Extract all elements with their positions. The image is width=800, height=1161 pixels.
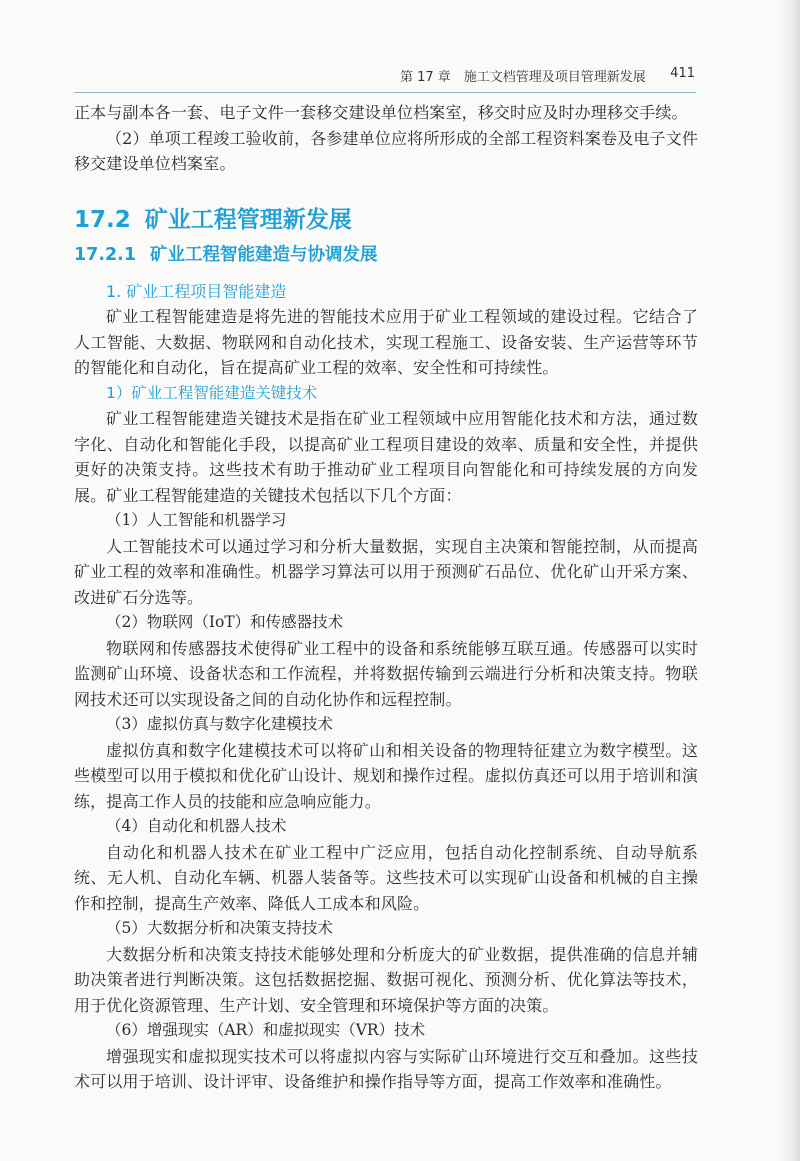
item-body-3: 虚拟仿真和数字化建模技术可以将矿山和相关设备的物理特征建立为数字模型。这些模型可以用于模拟和优化矿山设计、规划和操作过程。虚拟仿真还可以用于培训和演练，提高工作人员的技能和应急响应能力。 <box>74 740 698 811</box>
section-title: 矿业工程管理新发展 <box>144 206 352 233</box>
book-spine-shadow <box>778 0 800 1161</box>
page-body <box>74 100 698 1095</box>
item-title-1: （1）人工智能和机器学习 <box>106 511 287 529</box>
subpart-heading: 1）矿业工程智能建造关键技术 <box>106 383 318 402</box>
subsection-title: 矿业工程智能建造与协调发展 <box>150 244 378 265</box>
item-body-1: 人工智能技术可以通过学习和分析大量数据，实现自主决策和智能控制，从而提高矿业工程的效率和准确性。机器学习算法可以用于预测矿石品位、优化矿山开采方案、改进矿石分选等。 <box>74 536 698 607</box>
item-body-2: 物联网和传感器技术使得矿业工程中的设备和系统能够互联互通。传感器可以实时监测矿山环境、设备状态和工作流程，并将数据传输到云端进行分析和决策支持。物联网技术还可以实现设备之间的自动化协作和远程控制。 <box>74 638 698 709</box>
page-number: 411 <box>670 66 695 81</box>
section-number: 17.2 <box>74 206 131 233</box>
subsection-number: 17.2.1 <box>74 244 137 265</box>
item-title-4: （4）自动化和机器人技术 <box>106 817 287 835</box>
subpart-paragraph: 矿业工程智能建造关键技术是指在矿业工程领域中应用智能化技术和方法，通过数字化、自动化和智能化手段，以提高矿业工程项目建设的效率、质量和安全性，并提供更好的决策支持。这些技术有助于推动矿业工程项目向智能化和可持续发展的方向发展。矿业工程智能建造的关键技术包括以下几个方面： <box>74 409 698 505</box>
chapter-title: 第 17 章 施工文档管理及项目管理新发展 <box>400 70 646 85</box>
paragraph-continuation: 正本与副本各一套、电子文件一套移交建设单位档案室，移交时应及时办理移交手续。 <box>74 103 688 122</box>
part-heading: 1. 矿业工程项目智能建造 <box>106 281 287 301</box>
section-heading <box>74 203 698 237</box>
item-title-6: （6）增强现实（AR）和虚拟现实（VR）技术 <box>106 1021 426 1039</box>
item-title-2: （2）物联网（IoT）和传感器技术 <box>106 613 344 631</box>
header-divider <box>74 92 696 93</box>
item-body-6: 增强现实和虚拟现实技术可以将虚拟内容与实际矿山环境进行交互和叠加。这些技术可以用于培训、设计评审、设备维护和操作指导等方面，提高工作效率和准确性。 <box>74 1046 698 1091</box>
subsection-heading <box>74 241 698 269</box>
item-body-4: 自动化和机器人技术在矿业工程中广泛应用，包括自动化控制系统、自动导航系统、无人机、自动化车辆、机器人装备等。这些技术可以实现矿山设备和机械的自主操作和控制，提高生产效率、降低人工成本和风险。 <box>74 842 698 913</box>
paragraph-item-2: （2）单项工程竣工验收前，各参建单位应将所形成的全部工程资料案卷及电子文件移交建设单位档案室。 <box>74 128 698 173</box>
item-body-5: 大数据分析和决策支持技术能够处理和分析庞大的矿业数据，提供准确的信息并辅助决策者进行判断决策。这包括数据挖掘、数据可视化、预测分析、优化算法等技术，用于优化资源管理、生产计划、安全管理和环境保护等方面的决策。 <box>74 944 698 1015</box>
running-header <box>400 66 695 88</box>
item-title-3: （3）虚拟仿真与数字化建模技术 <box>106 715 333 733</box>
item-title-5: （5）大数据分析和决策支持技术 <box>106 919 333 937</box>
part-paragraph: 矿业工程智能建造是将先进的智能技术应用于矿业工程领域的建设过程。它结合了人工智能、大数据、物联网和自动化技术，实现工程施工、设备安装、生产运营等环节的智能化和自动化，旨在提高矿业工程的效率、安全性和可持续性。 <box>74 307 698 377</box>
